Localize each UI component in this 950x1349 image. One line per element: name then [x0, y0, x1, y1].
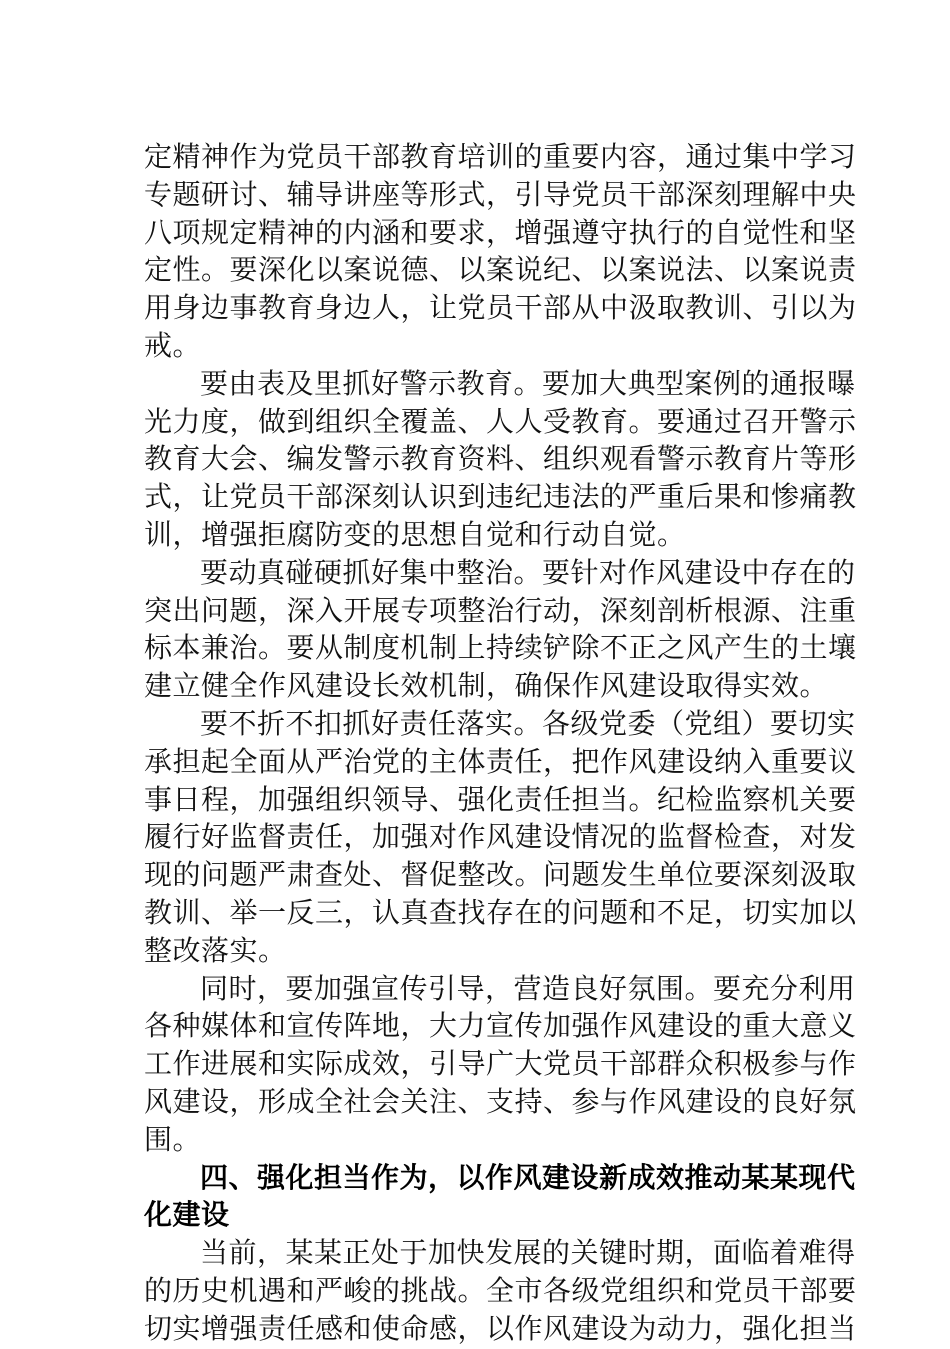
section-heading: 四、强化担当作为，以作风建设新成效推动某某现代: [200, 1161, 856, 1194]
text-line: 现的问题严肃查处、督促整改。问题发生单位要深刻汲取: [144, 858, 857, 891]
text-line: 式，让党员干部深刻认识到违纪违法的严重后果和惨痛教: [144, 480, 857, 513]
text-line: 八项规定精神的内涵和要求，增强遵守执行的自觉性和坚: [144, 216, 857, 249]
paragraph-first-line: 同时，要加强宣传引导，营造良好氛围。要充分利用: [200, 972, 856, 1005]
paragraph-first-line: 要动真碰硬抓好集中整治。要针对作风建设中存在的: [200, 556, 856, 589]
text-line: 履行好监督责任，加强对作风建设情况的监督检查，对发: [144, 820, 857, 853]
text-line: 切实增强责任感和使命感，以作风建设为动力，强化担当: [144, 1312, 857, 1345]
paragraph-first-line: 当前，某某正处于加快发展的关键时期，面临着难得: [200, 1236, 856, 1269]
text-line: 工作进展和实际成效，引导广大党员干部群众积极参与作: [144, 1047, 857, 1080]
paragraph-first-line: 要不折不扣抓好责任落实。各级党委（党组）要切实: [200, 707, 856, 740]
text-line: 围。: [144, 1123, 202, 1156]
text-line: 教育大会、编发警示教育资料、组织观看警示教育片等形: [144, 442, 857, 475]
text-line: 标本兼治。要从制度机制上持续铲除不正之风产生的土壤: [144, 631, 857, 664]
text-line: 承担起全面从严治党的主体责任，把作风建设纳入重要议: [144, 745, 857, 778]
text-line: 教训、举一反三，认真查找存在的问题和不足，切实加以: [144, 896, 857, 929]
text-line: 定性。要深化以案说德、以案说纪、以案说法、以案说责: [144, 253, 857, 286]
text-line: 光力度，做到组织全覆盖、人人受教育。要通过召开警示: [144, 405, 857, 438]
text-line: 突出问题，深入开展专项整治行动，深刻剖析根源、注重: [144, 594, 857, 627]
section-heading: 化建设: [144, 1198, 230, 1231]
text-line: 建立健全作风建设长效机制，确保作风建设取得实效。: [144, 669, 829, 702]
text-line: 专题研讨、辅导讲座等形式，引导党员干部深刻理解中央: [144, 178, 857, 211]
text-line: 的历史机遇和严峻的挑战。全市各级党组织和党员干部要: [144, 1274, 857, 1307]
text-line: 事日程，加强组织领导、强化责任担当。纪检监察机关要: [144, 783, 857, 816]
text-line: 各种媒体和宣传阵地，大力宣传加强作风建设的重大意义: [144, 1009, 857, 1042]
text-line: 戒。: [144, 329, 202, 362]
text-line: 整改落实。: [144, 934, 287, 967]
paragraph-first-line: 要由表及里抓好警示教育。要加大典型案例的通报曝: [200, 367, 856, 400]
text-line: 定精神作为党员干部教育培训的重要内容，通过集中学习: [144, 140, 857, 173]
text-line: 用身边事教育身边人，让党员干部从中汲取教训、引以为: [144, 291, 857, 324]
text-line: 训，增强拒腐防变的思想自觉和行动自觉。: [144, 518, 686, 551]
text-line: 风建设，形成全社会关注、支持、参与作风建设的良好氛: [144, 1085, 857, 1118]
